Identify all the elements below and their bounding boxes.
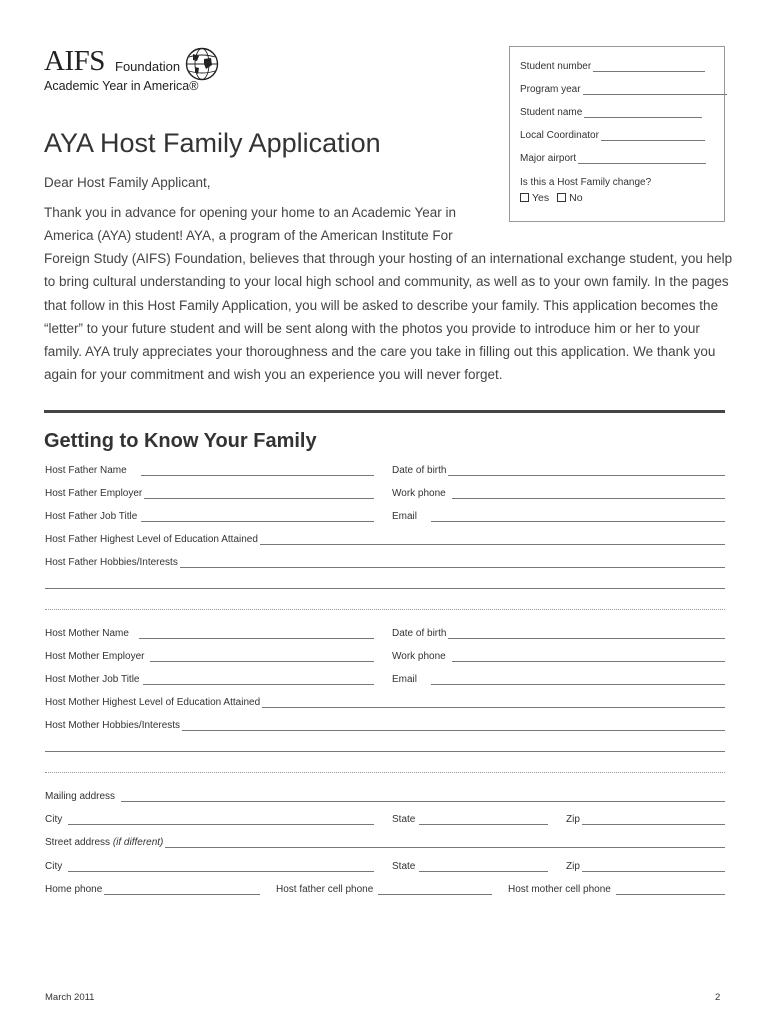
no-checkbox[interactable] bbox=[557, 193, 566, 202]
father-cell-label: Host father cell phone bbox=[276, 884, 374, 895]
home-phone-line[interactable] bbox=[104, 885, 260, 895]
office-use-box bbox=[509, 46, 725, 222]
city2-field[interactable] bbox=[45, 861, 374, 872]
section-divider bbox=[44, 410, 725, 413]
city-state-zip-row bbox=[45, 811, 725, 825]
home-phone-label: Home phone bbox=[45, 884, 103, 895]
father-education-label: Host Father Highest Level of Education Attained bbox=[45, 534, 258, 545]
mother-job-title-field[interactable] bbox=[45, 674, 374, 685]
greeting: Dear Host Family Applicant, bbox=[44, 175, 211, 190]
zip2-label: Zip bbox=[566, 861, 580, 872]
city-line[interactable] bbox=[68, 815, 374, 825]
mother-education-row bbox=[45, 694, 725, 708]
no-option[interactable] bbox=[557, 192, 582, 204]
mother-work-phone-label: Work phone bbox=[392, 651, 446, 662]
father-education-line[interactable] bbox=[260, 535, 725, 545]
student-name-field[interactable] bbox=[520, 107, 702, 118]
mother-section-separator bbox=[45, 772, 725, 773]
home-phone-field[interactable] bbox=[45, 884, 260, 895]
zip-label: Zip bbox=[566, 814, 580, 825]
globe-icon bbox=[185, 47, 219, 81]
zip-line[interactable] bbox=[582, 815, 725, 825]
mother-employer-field[interactable] bbox=[45, 651, 374, 662]
city2-line[interactable] bbox=[68, 862, 374, 872]
father-email-line[interactable] bbox=[431, 512, 725, 522]
mother-name-row bbox=[45, 625, 725, 639]
street-address-label bbox=[45, 837, 163, 848]
city-state-zip-row-2 bbox=[45, 858, 725, 872]
state-label: State bbox=[392, 814, 416, 825]
state-line[interactable] bbox=[419, 815, 548, 825]
father-employer-row bbox=[45, 485, 725, 499]
local-coordinator-field[interactable] bbox=[520, 130, 705, 141]
mother-dob-field[interactable] bbox=[392, 628, 725, 639]
yes-checkbox[interactable] bbox=[520, 193, 529, 202]
father-email-label: Email bbox=[392, 511, 418, 522]
mother-employer-row bbox=[45, 648, 725, 662]
father-job-row bbox=[45, 508, 725, 522]
father-email-field[interactable] bbox=[392, 511, 725, 522]
father-employer-field[interactable] bbox=[45, 488, 374, 499]
father-work-phone-field[interactable] bbox=[392, 488, 725, 499]
mother-education-line[interactable] bbox=[262, 698, 725, 708]
father-hobbies-label: Host Father Hobbies/Interests bbox=[45, 557, 178, 568]
mailing-address-label: Mailing address bbox=[45, 791, 116, 802]
mother-education-label: Host Mother Highest Level of Education Attained bbox=[45, 697, 261, 708]
mother-dob-line[interactable] bbox=[448, 629, 725, 639]
street-address-field[interactable] bbox=[45, 837, 725, 848]
student-number-field[interactable] bbox=[520, 61, 705, 72]
mother-dob-label: Date of birth bbox=[392, 628, 447, 639]
page-title: AYA Host Family Application bbox=[44, 128, 381, 158]
local-coordinator-label: Local Coordinator bbox=[520, 130, 599, 141]
father-hobbies-extra-line[interactable] bbox=[45, 588, 725, 589]
mother-email-field[interactable] bbox=[392, 674, 725, 685]
father-name-row bbox=[45, 462, 725, 476]
student-name-label: Student name bbox=[520, 107, 583, 118]
father-cell-line[interactable] bbox=[378, 885, 492, 895]
letter-paragraph-part1: Thank you in advance for opening your home to an Academic Year in America (AYA) student! AYA, a program of the American Institute For bbox=[44, 205, 457, 244]
mailing-address-line[interactable] bbox=[121, 792, 725, 802]
mother-hobbies-row bbox=[45, 717, 725, 731]
mother-work-phone-field[interactable] bbox=[392, 651, 725, 662]
father-work-phone-label: Work phone bbox=[392, 488, 446, 499]
no-label: No bbox=[569, 192, 583, 204]
mother-education-field[interactable] bbox=[45, 697, 725, 708]
father-education-row bbox=[45, 531, 725, 545]
mother-job-title-label: Host Mother Job Title bbox=[45, 674, 140, 685]
yes-option[interactable] bbox=[520, 192, 549, 204]
state2-line[interactable] bbox=[419, 862, 548, 872]
father-name-line[interactable] bbox=[141, 466, 374, 476]
father-hobbies-row bbox=[45, 554, 725, 568]
page-number: 2 bbox=[715, 992, 721, 1003]
local-coordinator-line[interactable] bbox=[601, 131, 705, 141]
mother-cell-field[interactable] bbox=[508, 884, 725, 895]
major-airport-field[interactable] bbox=[520, 153, 706, 164]
program-year-line[interactable] bbox=[583, 85, 727, 95]
mother-hobbies-label: Host Mother Hobbies/Interests bbox=[45, 720, 181, 731]
father-education-field[interactable] bbox=[45, 534, 725, 545]
father-employer-line[interactable] bbox=[144, 489, 374, 499]
street-address-row bbox=[45, 834, 725, 848]
street-address-label-italic: (if different) bbox=[112, 837, 164, 848]
mother-email-line[interactable] bbox=[431, 675, 725, 685]
mother-hobbies-line[interactable] bbox=[182, 721, 725, 731]
father-job-title-line[interactable] bbox=[141, 512, 374, 522]
major-airport-line[interactable] bbox=[578, 154, 706, 164]
city2-label: City bbox=[45, 861, 63, 872]
logo-foundation-text: Foundation bbox=[115, 59, 181, 74]
father-dob-label: Date of birth bbox=[392, 465, 447, 476]
mother-hobbies-field[interactable] bbox=[45, 720, 725, 731]
father-dob-line[interactable] bbox=[448, 466, 725, 476]
logo-subtitle: Academic Year in America® bbox=[44, 79, 199, 93]
mother-name-field[interactable] bbox=[45, 628, 374, 639]
program-year-field[interactable] bbox=[520, 84, 727, 95]
major-airport-label: Major airport bbox=[520, 153, 577, 164]
city-field[interactable] bbox=[45, 814, 374, 825]
family-change-question: Is this a Host Family change? bbox=[520, 177, 652, 188]
mother-work-phone-line[interactable] bbox=[452, 652, 725, 662]
state-field[interactable] bbox=[392, 814, 548, 825]
mother-hobbies-extra-line[interactable] bbox=[45, 751, 725, 752]
state2-field[interactable] bbox=[392, 861, 548, 872]
mother-name-label: Host Mother Name bbox=[45, 628, 129, 639]
mother-email-label: Email bbox=[392, 674, 418, 685]
city-label: City bbox=[45, 814, 63, 825]
mother-cell-label: Host mother cell phone bbox=[508, 884, 611, 895]
father-job-title-field[interactable] bbox=[45, 511, 374, 522]
mailing-address-field[interactable] bbox=[45, 791, 725, 802]
mother-name-line[interactable] bbox=[139, 629, 374, 639]
zip2-line[interactable] bbox=[582, 862, 725, 872]
street-address-label-text: Street address bbox=[45, 837, 113, 848]
father-dob-field[interactable] bbox=[392, 465, 725, 476]
family-change-options bbox=[520, 192, 583, 204]
father-cell-field[interactable] bbox=[276, 884, 492, 895]
father-name-label: Host Father Name bbox=[45, 465, 127, 476]
mailing-address-row bbox=[45, 788, 725, 802]
father-section-separator bbox=[45, 609, 725, 610]
aifs-logo bbox=[44, 46, 224, 94]
street-address-line[interactable] bbox=[165, 838, 725, 848]
program-year-label: Program year bbox=[520, 84, 581, 95]
state2-label: State bbox=[392, 861, 416, 872]
section-title: Getting to Know Your Family bbox=[44, 430, 317, 452]
father-job-title-label: Host Father Job Title bbox=[45, 511, 138, 522]
mother-employer-label: Host Mother Employer bbox=[45, 651, 145, 662]
footer-date: March 2011 bbox=[45, 992, 95, 1003]
mother-cell-line[interactable] bbox=[616, 885, 725, 895]
student-name-line[interactable] bbox=[584, 108, 702, 118]
yes-label: Yes bbox=[532, 192, 550, 204]
father-hobbies-field[interactable] bbox=[45, 557, 725, 568]
student-number-line[interactable] bbox=[593, 62, 705, 72]
father-name-field[interactable] bbox=[45, 465, 374, 476]
letter-paragraph-part2: Foreign Study (AIFS) Foundation, believes that through your hosting of an international exchange student, you help to bring cultural understanding to your local high school and community, as well as to your own family. In the pages that follow in this Host Family Application, you will be asked to describe your family. This application becomes the “letter” to your future student and will be sent along with the photos you provide to introduce him or her to your family. AYA truly appreciates your thoroughness and the care you take in filling out this application. We thank you again for your commitment and wish you an experience you will never forget. bbox=[44, 251, 733, 383]
mother-job-title-line[interactable] bbox=[143, 675, 374, 685]
mother-job-row bbox=[45, 671, 725, 685]
zip2-field[interactable] bbox=[566, 861, 725, 872]
father-hobbies-line[interactable] bbox=[180, 558, 725, 568]
father-work-phone-line[interactable] bbox=[452, 489, 725, 499]
student-number-label: Student number bbox=[520, 61, 592, 72]
phones-row bbox=[45, 881, 725, 895]
logo-aifs-text: AIFS bbox=[44, 45, 105, 77]
zip-field[interactable] bbox=[566, 814, 725, 825]
mother-employer-line[interactable] bbox=[150, 652, 374, 662]
father-employer-label: Host Father Employer bbox=[45, 488, 143, 499]
